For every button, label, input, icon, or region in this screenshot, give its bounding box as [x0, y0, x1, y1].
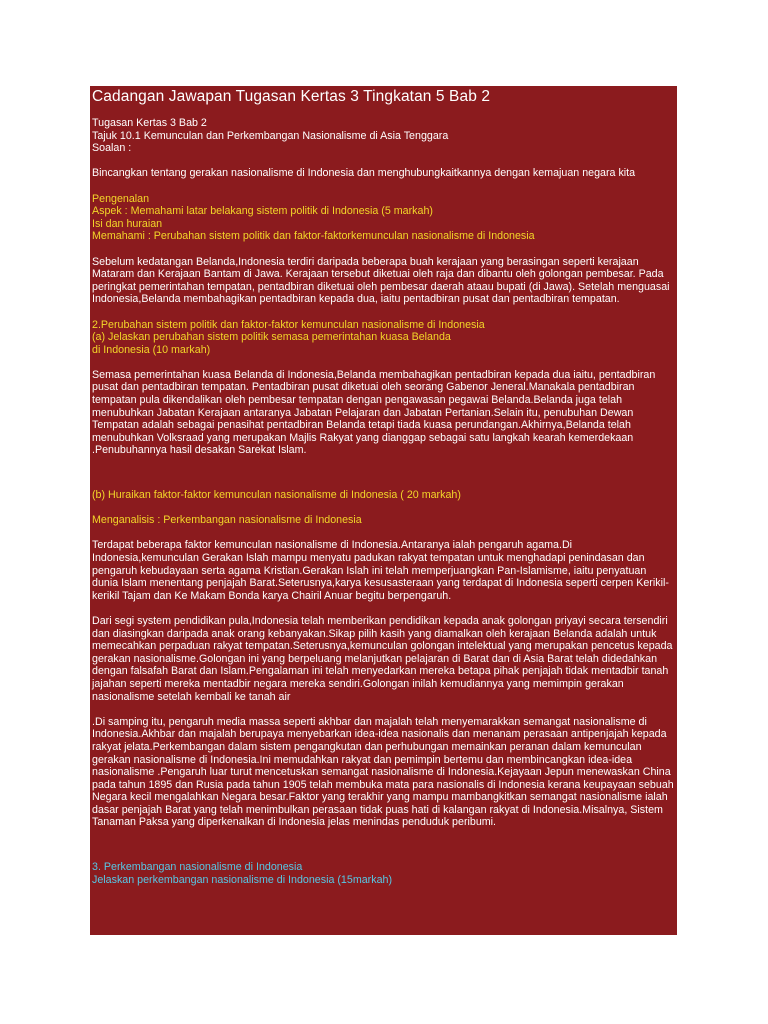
question-label: Soalan : — [92, 142, 132, 155]
section-3-question: Jelaskan perkembangan nasionalisme di Indonesia (15markah) — [92, 873, 393, 886]
intro-section — [92, 193, 675, 243]
section-2b-question: (b) Huraikan faktor-faktor kemunculan nasionalisme di Indonesia ( 20 markah) — [92, 489, 461, 502]
analysis-line: Menganalisis : Perkembangan nasionalisme di Indonesia — [92, 514, 362, 527]
question-text: Bincangkan tentang gerakan nasionalisme di Indonesia dan menghubungkaitkannya dengan kemajuan negara kita — [92, 167, 636, 180]
paragraph-religion-factor: Terdapat beberapa faktor kemunculan nasionalisme di Indonesia.Antaranya ialah pengaruh agama.Di Indonesia,kemunculan Gerakan Islah mampu menyatu padukan rakyat tempatan untuk menghadapi penindasan dan pengaruh kebudayaan serta agama Kristian.Gerakan Islah ini telah memperjuangkan Pan-Islamisme, iaitu penyatuan dunia Islam menentang penjajah Barat.Seterusnya,karya kesusasteraan yang terdapat di Indonesia seperti cerpen Kerikil-kerikil Tajam dan Ke Makam Bonda karya Chairil Anuar begitu berpengaruh. — [92, 539, 669, 602]
section-2-heading: 2.Perubahan sistem politik dan faktor-faktor kemunculan nasionalisme di Indonesia — [92, 318, 485, 331]
document-title: Cadangan Jawapan Tugasan Kertas 3 Tingkatan 5 Bab 2 — [92, 88, 491, 105]
paragraph-dutch-administration: Semasa pemerintahan kuasa Belanda di Indonesia,Belanda membahagikan pentadbiran kepada dua iaitu, pentadbiran pusat dan pentadbiran tempatan. Pentadbiran pusat diketuai oleh seorang Gabenor Jeneral.Manakala pentadbiran tempatan pula dikendalikan oleh pembesar tempatan dengan pengawasan pegawai Belanda.Belanda juga telah menubuhkan Jabatan Kerajaan antaranya Jabatan Pelajaran dan Jabatan Pertanian.Selain itu, penubuhan Dewan Tempatan adalah sebagai penasihat pentadbiran Belanda tetapi tiada kuasa perundangan.Akhirnya,Belanda telah menubuhkan Volksraad yang merupakan Majlis Rakyat yang dianggap sebagai satu langkah kearah kemerdekaan .Penubuhannya hasil desakan Sarekat Islam. — [92, 368, 656, 457]
aspect-line: Aspek : Memahami latar belakang sistem politik di Indonesia (5 markah) — [92, 205, 433, 218]
section-3-heading: 3. Perkembangan nasionalisme di Indonesia — [92, 861, 303, 874]
document-panel — [90, 86, 677, 935]
content-heading: Isi dan huraian — [92, 217, 163, 230]
intro-heading: Pengenalan — [92, 192, 150, 205]
section-2a-question: (a) Jelaskan perubahan sistem politik semasa pemerintahan kuasa Belanda — [92, 331, 451, 344]
topic-line: Tajuk 10.1 Kemunculan dan Perkembangan Nasionalisme di Asia Tenggara — [92, 129, 449, 142]
assignment-header — [92, 117, 675, 155]
paragraph-education-factor: Dari segi system pendidikan pula,Indonesia telah memberikan pendidikan kepada anak golongan priyayi secara tersendiri dan diasingkan daripada anak orang kebanyakan.Sikap pilih kasih yang diamalkan oleh kerajaan Belanda adalah untuk memecahkan perpaduan rakyat tempatan.Seterusnya,kemunculan golongan intelektual yang merupakan pencetus kepada gerakan nasionalisme.Golongan ini yang berpeluang melanjutkan pelajaran di Barat dan di Asia Barat telah didedahkan dengan falsafah Barat dan Islam.Pengalaman ini telah menyedarkan mereka betapa pihak penjajah tidak mentadbir tanah jajahan seperti mereka mentadbir negara mereka sendiri.Golongan inilah kemudiannya yang memimpin gerakan nasionalisme setelah kembali ke tanah air — [92, 614, 673, 703]
section-2a-question-cont: di Indonesia (10 markah) — [92, 343, 211, 356]
assignment-line: Tugasan Kertas 3 Bab 2 — [92, 117, 207, 129]
section-3 — [92, 861, 675, 886]
understanding-line: Memahami : Perubahan sistem politik dan faktor-faktorkemunculan nasionalisme di Indonesia — [92, 230, 535, 243]
paragraph-background: Sebelum kedatangan Belanda,Indonesia terdiri daripada beberapa buah kerajaan yang berasingan seperti kerajaan Mataram dan Kerajaan Bantam di Jawa. Kerajaan tersebut diketuai oleh raja dan dibantu oleh golongan pembesar. Pada peringkat pemerintahan tempatan, pentadbiran diketuai oleh pembesar daerah ataau bupati (di Jawa). Setelah menguasai Indonesia,Belanda membahagikan pentadbiran kepada dua, iaitu pentadbiran pusat dan pentadbiran tempatan. — [92, 255, 670, 306]
paragraph-media-factor: .Di samping itu, pengaruh media massa seperti akhbar dan majalah telah menyemarakkan semangat nasionalisme di Indonesia.Akhbar dan majalah berupaya menyebarkan idea-idea nasionalis dan menanam perasaan antipenjajah kepada rakyat jelata.Perkembangan dalam sistem pengangkutan dan perhubungan memainkan peranan dalam kemunculan gerakan nasionalisme di Indonesia.Ini memudahkan rakyat dan pemimpin bertemu dan membincangkan idea-idea nasionalisme .Pengaruh luar turut mencetuskan semangat nasionalisme di Indonesia.Kejayaan Jepun menewaskan China pada tahun 1895 dan Rusia pada tahun 1905 telah membuka mata para nasionalis di Indonesia kerana keupayaan sebuah Negara kecil mengalahkan Negara besar.Faktor yang terakhir yang mampu mambangkitkan semangat nasionalisme ialah dasar penjajah Barat yang telah menimbulkan perasaan tidak puas hati di kalangan rakyat di Indonesia.Misalnya, Sistem Tanaman Paksa yang diperkenalkan di Indonesia jelas menindas penduduk peribumi. — [92, 715, 674, 829]
section-2 — [92, 319, 675, 357]
